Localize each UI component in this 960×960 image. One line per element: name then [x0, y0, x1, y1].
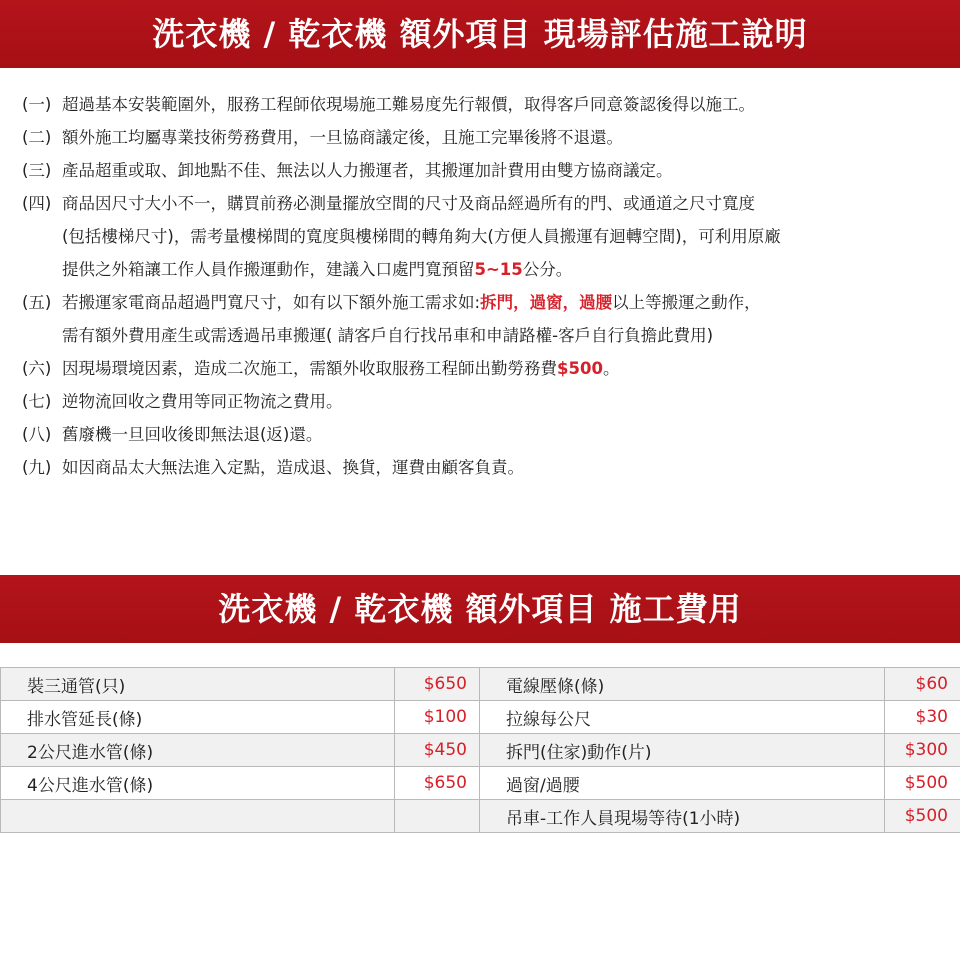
note-text: 提供之外箱讓工作人員作搬運動作，建議入口處門寬預留 [62, 260, 475, 279]
note-1 [22, 88, 942, 121]
note-number: (二) [22, 128, 52, 147]
note-number: (六) [22, 359, 52, 378]
note-text: 超過基本安裝範圍外，服務工程師依現場施工難易度先行報價，取得客戶同意簽認後得以施工。 [62, 95, 755, 114]
fee-price: $300 [884, 734, 960, 767]
fee-item [1, 800, 395, 833]
highlight-text: $500 [557, 359, 603, 378]
note-text: 。 [602, 359, 620, 378]
fee-price: $650 [395, 767, 480, 800]
note-6 [22, 352, 942, 385]
fee-price: $30 [884, 701, 960, 734]
note-text: 以上等搬運之動作， [612, 293, 761, 312]
note-text: 若搬運家電商品超過門寬尺寸，如有以下額外施工需求如: [62, 293, 481, 312]
table-row [1, 767, 960, 800]
fee-price: $60 [884, 668, 960, 701]
note-8 [22, 418, 942, 451]
highlight-text: 5~15 [474, 260, 523, 279]
table-row [1, 701, 960, 734]
note-text: 如因商品太大無法進入定點，造成退、換貨，運費由顧客負責。 [62, 458, 524, 477]
note-4-continued [22, 253, 942, 286]
note-number: (八) [22, 425, 52, 444]
note-text: 因現場環境因素，造成二次施工，需額外收取服務工程師出勤勞務費 [62, 359, 557, 378]
note-9 [22, 451, 942, 484]
note-text: 舊廢機一旦回收後即無法退(返)還。 [62, 425, 323, 444]
fee-item: 4公尺進水管(條) [1, 767, 395, 800]
note-number: (三) [22, 161, 52, 180]
note-number: (五) [22, 293, 52, 312]
note-5-continued: 需有額外費用產生或需透過吊車搬運( 請客戶自行找吊車和申請路權-客戶自行負擔此費用) [62, 326, 714, 345]
note-number: (四) [22, 194, 52, 213]
note-text: 逆物流回收之費用等同正物流之費用。 [62, 392, 343, 411]
fee-price: $650 [395, 668, 480, 701]
fee-item: 排水管延長(條) [1, 701, 395, 734]
fee-item: 拉線每公尺 [479, 701, 884, 734]
fee-item: 裝三通管(只) [1, 668, 395, 701]
fee-item: 拆門(住家)動作(片) [479, 734, 884, 767]
note-7 [22, 385, 942, 418]
fee-item: 吊車-工作人員現場等待(1小時) [479, 800, 884, 833]
note-text: 公分。 [522, 260, 573, 279]
fee-table [0, 667, 960, 833]
table-row [1, 734, 960, 767]
note-4-continued: (包括樓梯尺寸)，需考量樓梯間的寬度與樓梯間的轉角夠大(方便人員搬運有迴轉空間)，可利用原廠 [62, 227, 781, 246]
table-row [1, 800, 960, 833]
fee-price: $500 [884, 800, 960, 833]
note-text: 商品因尺寸大小不一，購買前務必測量擺放空間的尺寸及商品經過所有的門、或通道之尺寸寬度 [62, 194, 755, 213]
instruction-list [22, 88, 942, 484]
note-number: (九) [22, 458, 52, 477]
section-header-fees: 洗衣機 / 乾衣機 額外項目 施工費用 [0, 575, 960, 643]
note-number: (一) [22, 95, 52, 114]
highlight-text: 拆門，過窗，過腰 [480, 293, 613, 312]
note-text: 產品超重或取、卸地點不佳、無法以人力搬運者，其搬運加計費用由雙方協商議定。 [62, 161, 673, 180]
note-4 [22, 187, 942, 220]
note-number: (七) [22, 392, 52, 411]
fee-price: $450 [395, 734, 480, 767]
fee-item: 過窗/過腰 [479, 767, 884, 800]
table-row [1, 668, 960, 701]
note-2 [22, 121, 942, 154]
section-header-instructions: 洗衣機 / 乾衣機 額外項目 現場評估施工說明 [0, 0, 960, 68]
fee-price: $100 [395, 701, 480, 734]
note-5 [22, 286, 942, 319]
note-3 [22, 154, 942, 187]
fee-price [395, 800, 480, 833]
fee-price: $500 [884, 767, 960, 800]
fee-item: 電線壓條(條) [479, 668, 884, 701]
note-text: 額外施工均屬專業技術勞務費用，一旦協商議定後，且施工完畢後將不退還。 [62, 128, 623, 147]
fee-item: 2公尺進水管(條) [1, 734, 395, 767]
